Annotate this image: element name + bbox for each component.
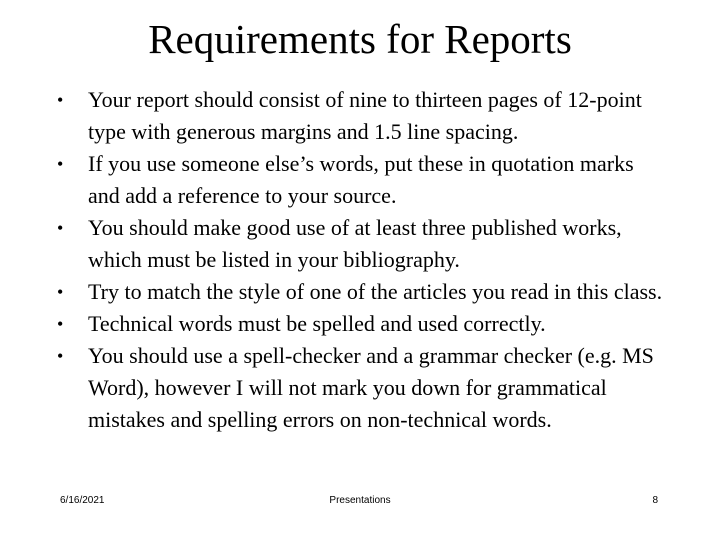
bullet-item (55, 148, 670, 212)
bullet-text: If you use someone else’s words, put these in quotation marks and add a reference to your source. (88, 151, 634, 208)
bullet-text: You should make good use of at least three published works, which must be listed in your bibliography. (88, 215, 622, 272)
bullet-icon: • (57, 218, 64, 238)
bullet-text: Your report should consist of nine to thirteen pages of 12-point type with generous margins and 1.5 line spacing. (88, 87, 642, 144)
bullet-text: Try to match the style of one of the articles you read in this class. (88, 279, 663, 304)
bullet-icon: • (57, 314, 64, 334)
footer-center-text: Presentations (329, 495, 391, 506)
bullet-icon: • (57, 346, 64, 366)
bullet-text: You should use a spell-checker and a grammar checker (e.g. MS Word), however I will not mark you down for grammatical mistakes and spelling errors on non-technical words. (88, 343, 654, 432)
bullet-icon: • (57, 154, 64, 174)
bullet-item (55, 212, 670, 276)
bullet-item (55, 276, 670, 308)
slide-title: Requirements for Reports (148, 16, 572, 62)
bullet-text: Technical words must be spelled and used correctly. (88, 311, 546, 336)
page-number: 8 (652, 495, 658, 506)
bullet-icon: • (57, 282, 64, 302)
bullet-item (55, 340, 670, 436)
footer-date: 6/16/2021 (60, 495, 105, 506)
bullet-list (55, 84, 670, 436)
bullet-icon: • (57, 90, 64, 110)
bullet-item (55, 84, 670, 148)
bullet-item (55, 308, 670, 340)
